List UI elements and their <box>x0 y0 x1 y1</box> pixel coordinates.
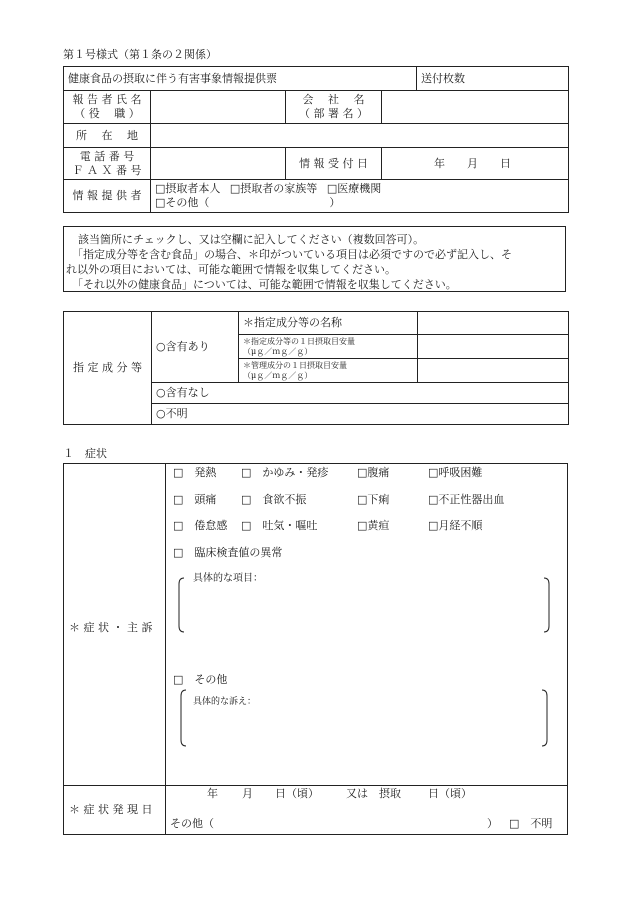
company-label: 会 社 名 （ 部 署 名 ） <box>286 91 382 124</box>
onset-day2-label: 日（頃） <box>428 787 472 800</box>
reporter-name-field[interactable] <box>151 91 286 124</box>
symptom-anorexia[interactable]: □ 食欲不振 <box>241 493 307 506</box>
onset-row-divider <box>63 785 568 786</box>
reporter-table <box>63 66 569 213</box>
received-date-field[interactable]: 年 月 日 <box>382 148 569 180</box>
provider-options: □摂取者本人 □摂取者の家族等 □医療機関 □その他（ ） <box>151 180 569 213</box>
daily-intake-field[interactable] <box>418 335 569 359</box>
specific-items-label: 具体的な項目： <box>193 573 263 584</box>
provider-medical-checkbox[interactable]: □医療機関 <box>326 182 382 196</box>
section-1-heading: １ 症状 <box>63 447 107 460</box>
managed-intake-field[interactable] <box>418 359 569 383</box>
symptom-abdominal-pain[interactable]: □腹痛 <box>357 466 390 479</box>
symptom-dyspnea[interactable]: □呼吸困難 <box>428 466 483 479</box>
symptom-fever[interactable]: □ 発熱 <box>173 466 217 479</box>
onset-day-label: 日（頃） <box>275 787 319 800</box>
onset-month-label: 月 <box>242 787 253 800</box>
ingredient-name-label: ＊指定成分等の名称 <box>239 312 418 335</box>
onset-or-intake-label: 又は 摂取 <box>346 787 401 800</box>
onset-year-label: 年 <box>207 787 218 800</box>
symptom-itch-rash[interactable]: □ かゆみ・発疹 <box>241 466 329 479</box>
form-number: 第１号様式（第１条の２関係） <box>63 48 217 61</box>
specific-items-field[interactable] <box>190 588 540 634</box>
symptom-menstrual-irregularity[interactable]: □月経不順 <box>428 519 483 532</box>
unknown-option[interactable]: ○不明 <box>152 404 569 425</box>
managed-intake-label: ＊管理成分の１日摂取目安量 （μｇ／ｍｇ／ｇ） <box>239 359 418 383</box>
symptom-genital-bleeding[interactable]: □不正性器出血 <box>428 493 505 506</box>
symptom-jaundice[interactable]: □黄疸 <box>357 519 390 532</box>
phone-fax-field[interactable] <box>151 148 286 180</box>
provider-self-checkbox[interactable]: □摂取者本人 <box>155 182 221 196</box>
instruction-box <box>63 226 566 292</box>
phone-fax-label: 電 話 番 号 Ｆ Ａ Ｘ 番 号 <box>64 148 151 180</box>
symptom-fatigue[interactable]: □ 倦怠感 <box>173 519 228 532</box>
specific-complaint-label: 具体的な訴え： <box>193 697 257 707</box>
provider-other-checkbox[interactable]: □その他（ <box>155 196 210 209</box>
ingredient-name-field[interactable] <box>418 312 569 335</box>
symptom-diarrhea[interactable]: □下痢 <box>357 493 390 506</box>
instruction-line-4: 「それ以外の健康食品」については、可能な範囲で情報を収集してください。 <box>72 278 457 291</box>
ingredient-table <box>63 311 569 425</box>
symptom-other[interactable]: □ その他 <box>173 673 228 686</box>
not-contains-option[interactable]: ○含有なし <box>152 383 569 404</box>
daily-intake-label: ＊指定成分等の１日摂取目安量 （μｇ／ｍｇ／ｇ） <box>239 335 418 359</box>
symptoms-column-divider <box>165 463 166 835</box>
onset-other-label: その他（ <box>170 817 214 830</box>
symptom-label: ＊ 症 状 ・ 主 訴 <box>69 621 153 634</box>
form-title: 健康食品の摂取に伴う有害事象情報提供票 <box>64 67 417 91</box>
address-label: 所 在 地 <box>64 124 151 148</box>
ingredient-label: 指 定 成 分 等 <box>64 312 152 425</box>
provider-label: 情 報 提 供 者 <box>64 180 151 213</box>
company-field[interactable] <box>382 91 569 124</box>
provider-family-checkbox[interactable]: □摂取者の家族等 <box>229 182 318 196</box>
onset-other-close: ） <box>487 817 498 830</box>
received-date-label: 情 報 受 付 日 <box>286 148 382 180</box>
onset-unknown-checkbox[interactable]: □ 不明 <box>509 817 553 830</box>
address-field[interactable] <box>151 124 569 148</box>
instruction-line-1: 該当箇所にチェックし、又は空欄に記入してください（複数回答可）。 <box>78 233 425 246</box>
instruction-line-2: 「指定成分等を含む食品」の場合、＊印がついている項目は必須ですので必ず記入し、そ <box>72 248 512 261</box>
contains-option[interactable]: ○含有あり <box>152 312 239 383</box>
instruction-line-3: れ以外の項目においては、可能な範囲で情報を収集してください。 <box>66 263 396 276</box>
symptom-nausea[interactable]: □ 吐気・嘔吐 <box>241 519 318 532</box>
onset-label: ＊ 症 状 発 現 日 <box>69 803 153 816</box>
reporter-name-label: 報 告 者 氏 名 （ 役 職 ） <box>64 91 151 124</box>
symptom-headache[interactable]: □ 頭痛 <box>173 493 217 506</box>
symptom-lab-abnormal[interactable]: □ 臨床検査値の異常 <box>173 546 283 559</box>
send-pages-label: 送付枚数 <box>417 67 569 91</box>
onset-other-field[interactable] <box>220 814 480 832</box>
specific-complaint-field[interactable] <box>190 710 540 744</box>
